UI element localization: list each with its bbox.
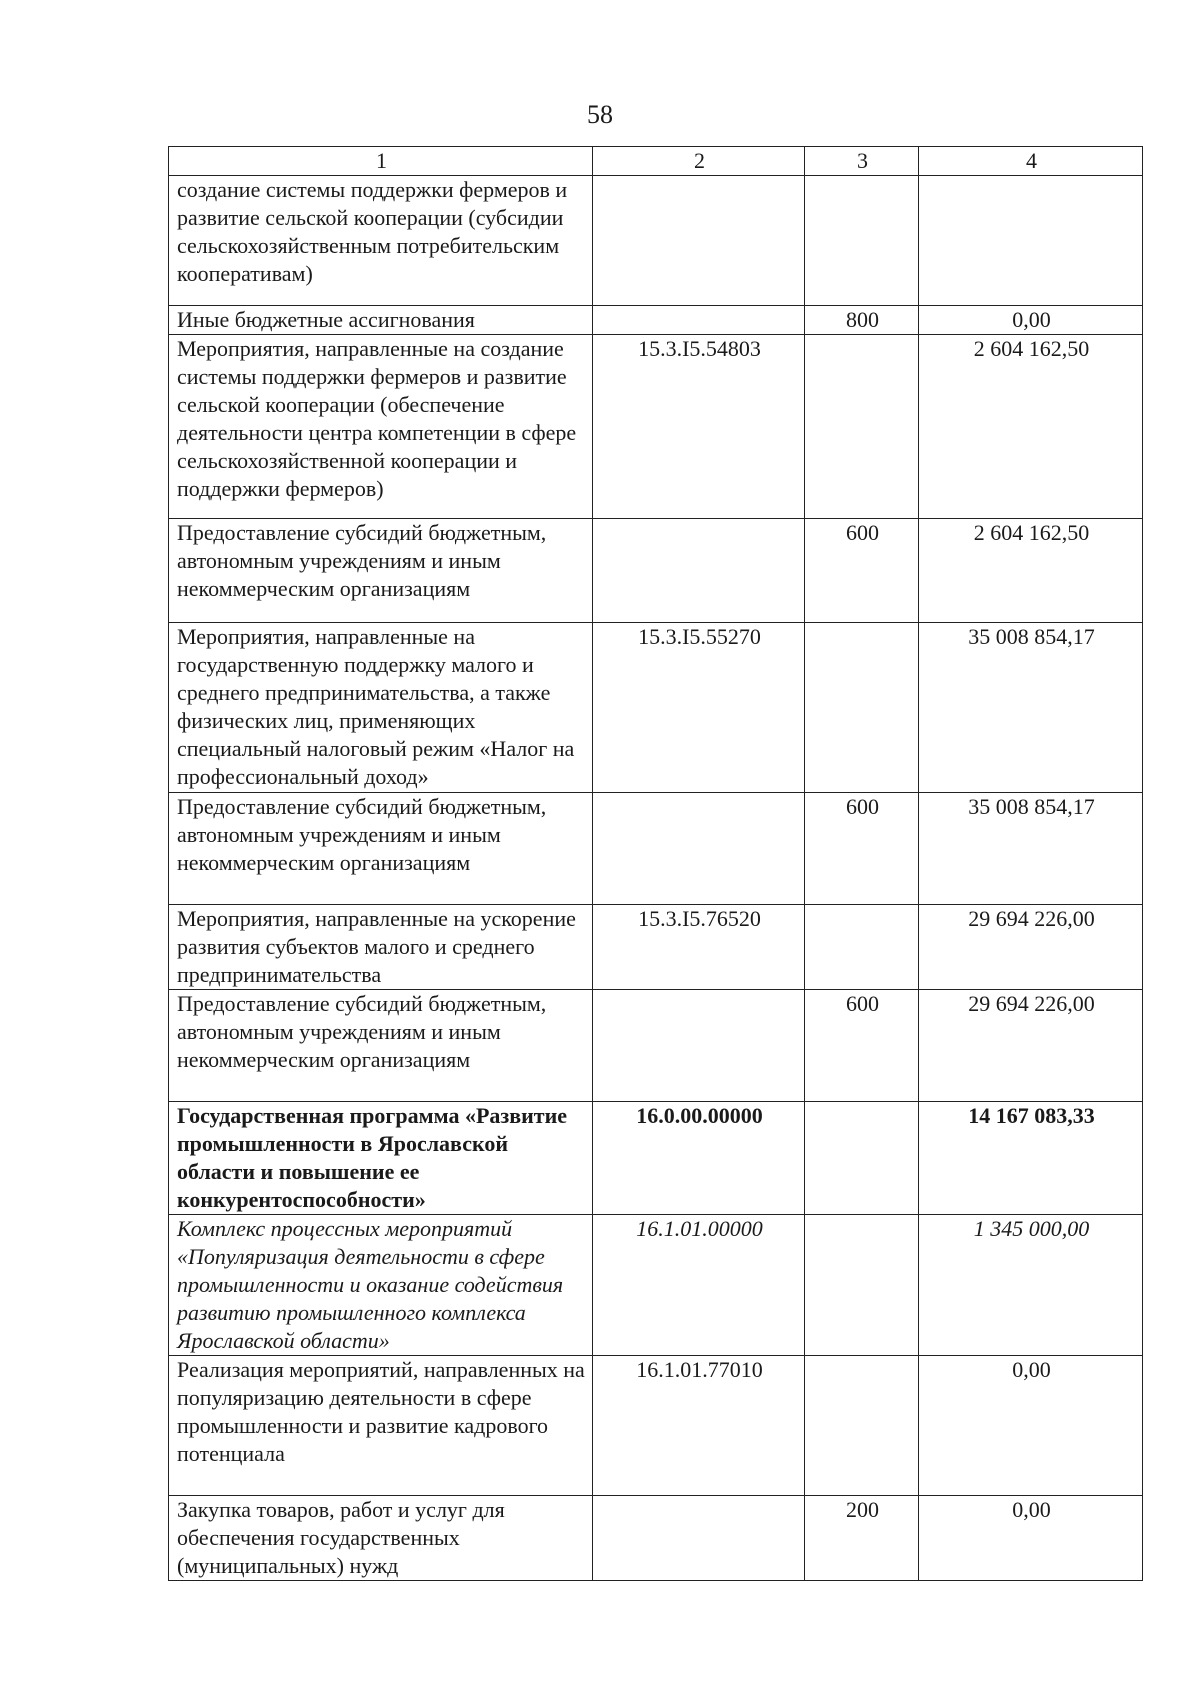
row-type: 600: [805, 519, 919, 623]
row-name: Мероприятия, направленные на создание системы поддержки фермеров и развитие сельской кооперации (обеспечение деятельности центра компетенции в сфере сельскохозяйственной кооперации и поддержки фермеров): [169, 335, 593, 519]
row-code: [593, 306, 805, 335]
row-type: [805, 176, 919, 306]
row-name: Государственная программа «Развитие промышленности в Ярославской области и повышение ее конкурентоспособности»: [169, 1102, 593, 1215]
row-name: Мероприятия, направленные на государственную поддержку малого и среднего предпринимательства, а также физических лиц, применяющих специальный налоговый режим «Налог на профессиональный доход»: [169, 623, 593, 793]
page-number: 58: [587, 100, 613, 129]
row-name: создание системы поддержки фермеров и развитие сельской кооперации (субсидии сельскохозяйственным потребительским кооперативам): [169, 176, 593, 306]
row-name: Предоставление субсидий бюджетным, автономным учреждениям и иным некоммерческим организациям: [169, 793, 593, 905]
row-type: [805, 905, 919, 990]
row-name: Комплекс процессных мероприятий «Популяризация деятельности в сфере промышленности и оказание содействия развитию промышленного комплекса Ярославской области»: [169, 1215, 593, 1356]
row-type: [805, 1215, 919, 1356]
row-amount: 2 604 162,50: [919, 335, 1143, 519]
row-name: Иные бюджетные ассигнования: [169, 306, 593, 335]
table-row: [169, 335, 1143, 519]
table-row: [169, 176, 1143, 306]
row-amount: 0,00: [919, 1496, 1143, 1581]
table-row-program: [169, 1102, 1143, 1215]
row-name: Реализация мероприятий, направленных на популяризацию деятельности в сфере промышленности и развитие кадрового потенциала: [169, 1356, 593, 1496]
row-amount: 35 008 854,17: [919, 793, 1143, 905]
row-code: [593, 990, 805, 1102]
row-name: Предоставление субсидий бюджетным, автономным учреждениям и иным некоммерческим организациям: [169, 519, 593, 623]
row-type: 200: [805, 1496, 919, 1581]
budget-table-container: [168, 146, 1142, 1581]
row-type: 600: [805, 793, 919, 905]
column-header-2: 2: [593, 147, 805, 176]
table-header-row: [169, 147, 1143, 176]
row-code: 15.3.I5.76520: [593, 905, 805, 990]
row-amount: 1 345 000,00: [919, 1215, 1143, 1356]
table-row: [169, 793, 1143, 905]
row-amount: 29 694 226,00: [919, 990, 1143, 1102]
row-amount: 0,00: [919, 1356, 1143, 1496]
column-header-4: 4: [919, 147, 1143, 176]
row-amount: 0,00: [919, 306, 1143, 335]
table-row: [169, 306, 1143, 335]
table-row: [169, 519, 1143, 623]
column-header-1: 1: [169, 147, 593, 176]
row-amount: 35 008 854,17: [919, 623, 1143, 793]
row-code: 16.1.01.77010: [593, 1356, 805, 1496]
table-row: [169, 1496, 1143, 1581]
row-code: [593, 176, 805, 306]
table-row: [169, 1356, 1143, 1496]
row-code: [593, 519, 805, 623]
row-code: 15.3.I5.55270: [593, 623, 805, 793]
table-row-complex: [169, 1215, 1143, 1356]
row-type: [805, 335, 919, 519]
row-name: Предоставление субсидий бюджетным, автономным учреждениям и иным некоммерческим организациям: [169, 990, 593, 1102]
row-name: Закупка товаров, работ и услуг для обеспечения государственных (муниципальных) нужд: [169, 1496, 593, 1581]
row-amount: 2 604 162,50: [919, 519, 1143, 623]
row-code: 16.0.00.00000: [593, 1102, 805, 1215]
row-code: 16.1.01.00000: [593, 1215, 805, 1356]
row-type: 600: [805, 990, 919, 1102]
budget-table: [168, 146, 1143, 1581]
row-type: [805, 623, 919, 793]
row-type: [805, 1356, 919, 1496]
row-amount: 14 167 083,33: [919, 1102, 1143, 1215]
row-type: [805, 1102, 919, 1215]
table-body: [169, 176, 1143, 1581]
row-type: 800: [805, 306, 919, 335]
row-code: [593, 1496, 805, 1581]
row-code: 15.3.I5.54803: [593, 335, 805, 519]
row-name: Мероприятия, направленные на ускорение развития субъектов малого и среднего предпринимательства: [169, 905, 593, 990]
table-row: [169, 905, 1143, 990]
row-code: [593, 793, 805, 905]
table-row: [169, 623, 1143, 793]
row-amount: [919, 176, 1143, 306]
table-row: [169, 990, 1143, 1102]
row-amount: 29 694 226,00: [919, 905, 1143, 990]
column-header-3: 3: [805, 147, 919, 176]
